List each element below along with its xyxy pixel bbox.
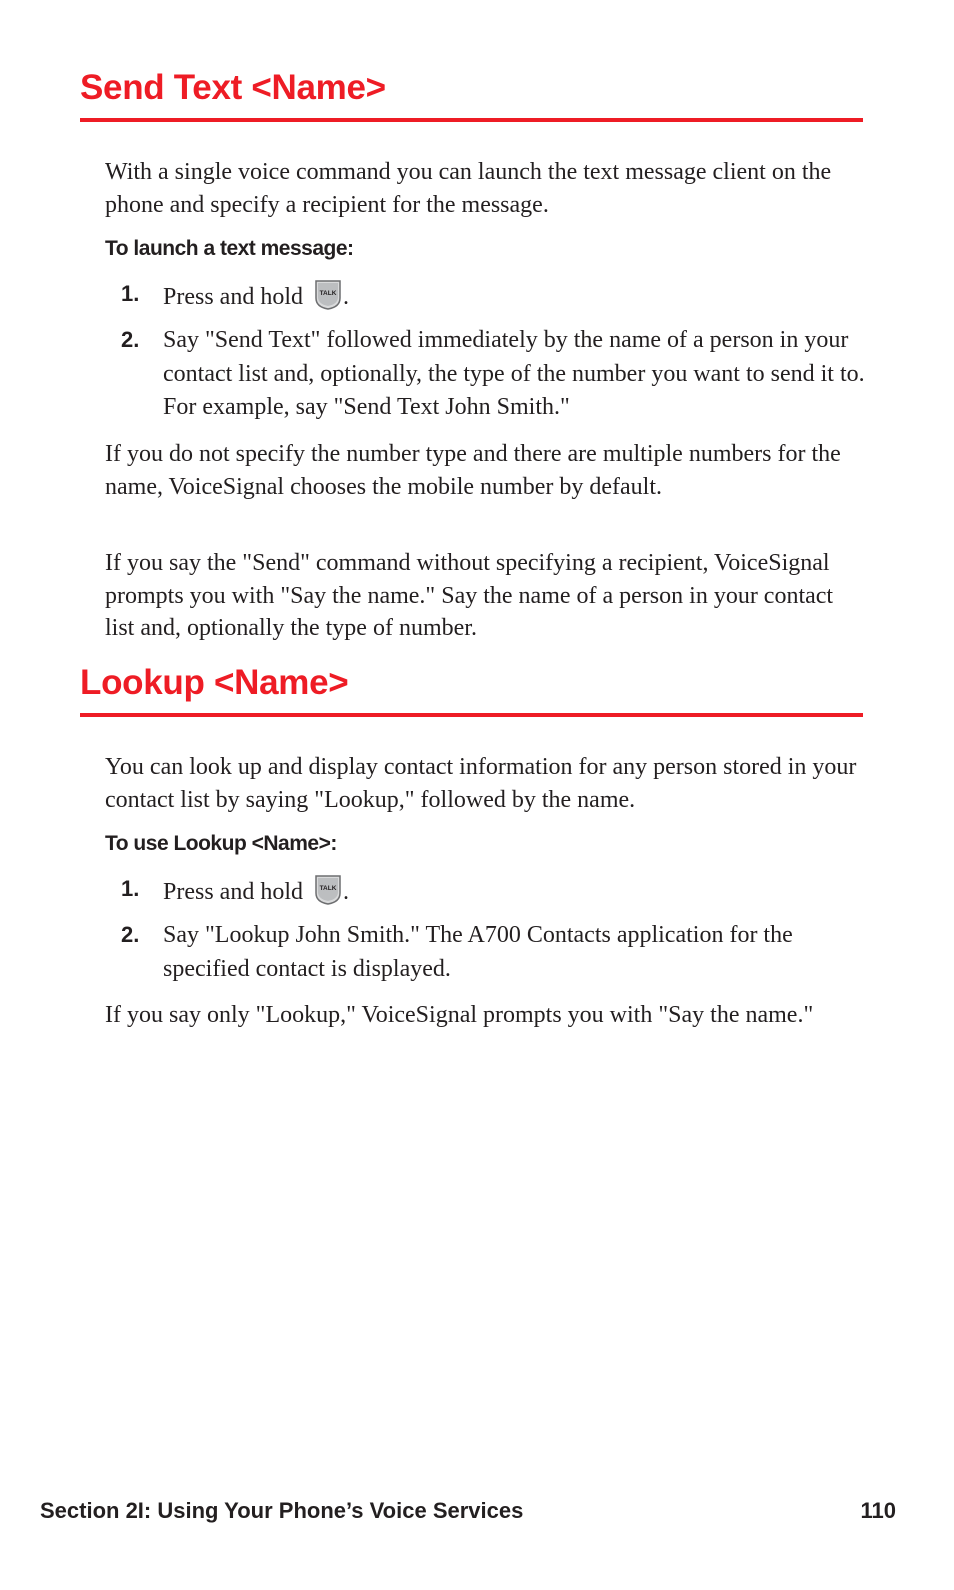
- step-text: Say "Lookup John Smith." The A700 Contacts application for the specified contact is displayed.: [163, 922, 793, 982]
- step-number: 1.: [121, 876, 140, 901]
- step-text: Press and hold: [163, 879, 303, 905]
- step-number: 2.: [121, 922, 140, 947]
- step-text: Press and hold: [163, 284, 303, 310]
- section-heading-lookup: Lookup <Name>: [80, 663, 863, 717]
- step-suffix: .: [343, 879, 349, 905]
- lookup-subheading: To use Lookup <Name>:: [105, 832, 337, 855]
- talk-key-icon: [313, 873, 343, 905]
- page-number: 110: [860, 1498, 896, 1523]
- svg-text:TALK: TALK: [319, 290, 337, 297]
- svg-text:TALK: TALK: [319, 885, 337, 892]
- lookup-para-only-lookup: If you say only "Lookup," VoiceSignal prompts you with "Say the name.": [105, 1002, 814, 1028]
- step-number: 2.: [121, 327, 140, 352]
- step-suffix: .: [343, 284, 349, 310]
- send-text-para-number-type: If you do not specify the number type and there are multiple numbers for the name, VoiceSignal chooses the mobile number by default.: [105, 441, 841, 500]
- lookup-intro: You can look up and display contact information for any person stored in your contact list by saying "Lookup," followed by the name.: [105, 754, 857, 813]
- step-number: 1.: [121, 281, 140, 306]
- section-heading-send-text: Send Text <Name>: [80, 68, 863, 122]
- send-text-subheading: To launch a text message:: [105, 237, 354, 260]
- talk-key-icon: [313, 278, 343, 310]
- send-text-intro: With a single voice command you can launch the text message client on the phone and specify a recipient for the message.: [105, 159, 832, 218]
- send-text-para-no-recipient: If you say the "Send" command without specifying a recipient, VoiceSignal prompts you with "Say the name." Say the name of a person in your contact list and, optionally the type of number.: [105, 550, 834, 641]
- footer-section-title: Section 2I: Using Your Phone’s Voice Services: [40, 1498, 524, 1523]
- step-text: Say "Send Text" followed immediately by the name of a person in your contact list and, optionally, the type of the number you want to send it to. For example, say "Send Text John Smith.": [163, 327, 865, 420]
- page-footer: [40, 1497, 896, 1525]
